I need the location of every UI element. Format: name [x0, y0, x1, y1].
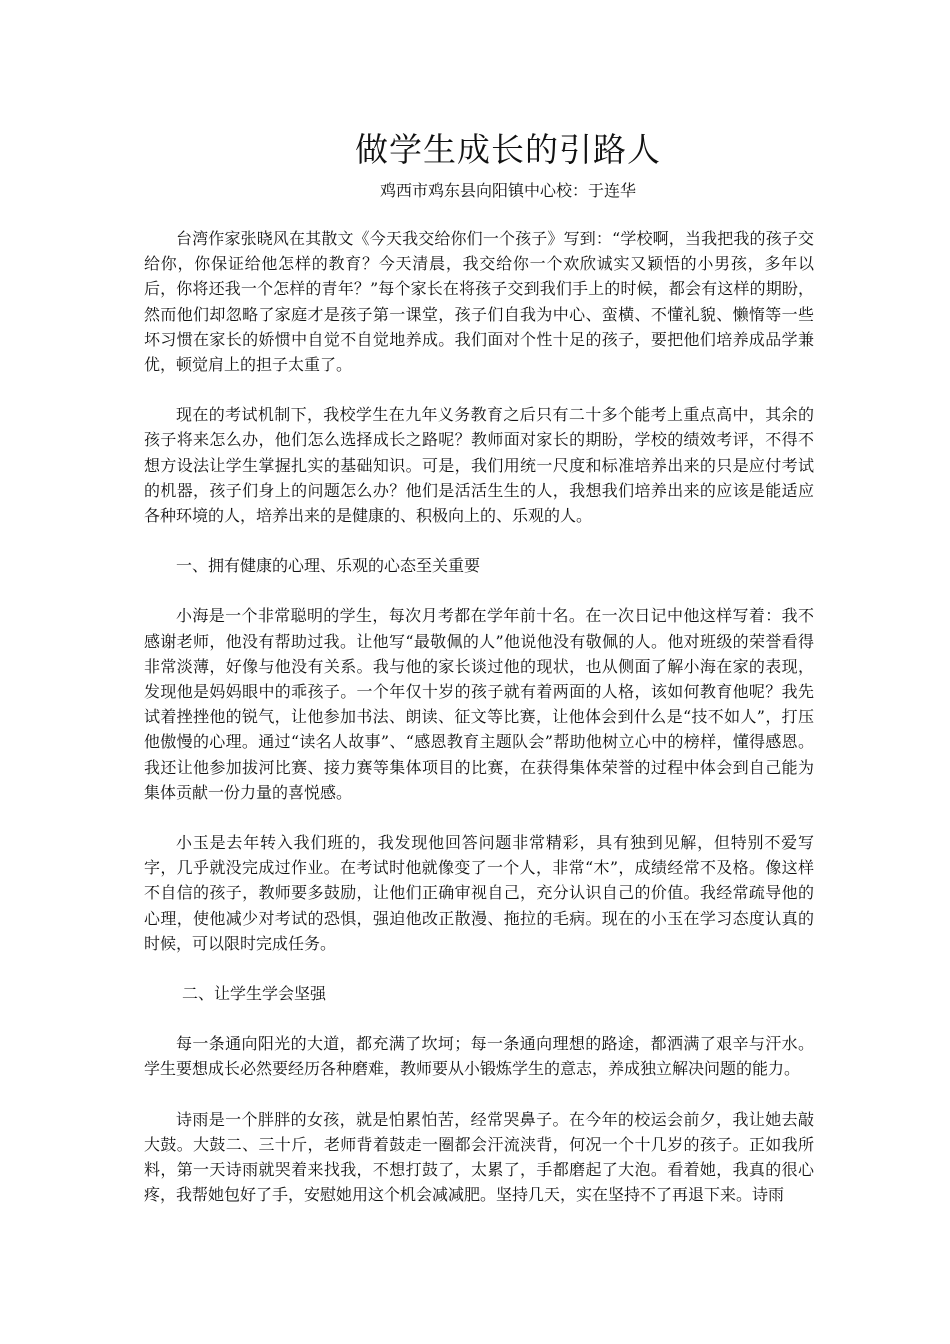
paragraph-exam-system: 现在的考试机制下，我校学生在九年义务教育之后只有二十多个能考上重点高中，其余的孩子将来怎么办，他们怎么选择成长之路呢？教师面对家长的期盼，学校的绩效考评，不得不想方设法让学生掌握扎实的基础知识。可是，我们用统一尺度和标准培养出来的只是应付考试的机器，孩子们身上的问题怎么办？他们是活活生生的人，我想我们培养出来的应该是能适应各种环境的人，培养出来的是健康的、积极向上的、乐观的人。	[144, 405, 814, 526]
paragraph-resilience: 每一条通向阳光的大道，都充满了坎坷；每一条通向理想的路途，都洒满了艰辛与汗水。学生要想成长必然要经历各种磨难，教师要从小锻炼学生的意志，养成独立解决问题的能力。	[144, 1034, 814, 1079]
section-heading-1: 一、拥有健康的心理、乐观的心态至关重要	[176, 556, 481, 576]
paragraph-shiyu: 诗雨是一个胖胖的女孩，就是怕累怕苦，经常哭鼻子。在今年的校运会前夕，我让她去敲大鼓。大鼓二、三十斤，老师背着鼓走一圈都会汗流浃背，何况一个十几岁的孩子。正如我所料，第一天诗雨就哭着来找我，不想打鼓了，太累了，手都磨起了大泡。看着她，我真的很心疼，我帮她包好了手，安慰她用这个机会减减肥。坚持几天，实在坚持不了再退下来。诗雨	[144, 1109, 814, 1205]
paragraph-xiaoyu: 小玉是去年转入我们班的，我发现他回答问题非常精彩，具有独到见解，但特别不爱写字，几乎就没完成过作业。在考试时他就像变了一个人，非常“木”，成绩经常不及格。像这样不自信的孩子，教师要多鼓励，让他们正确审视自己，充分认识自己的价值。我经常疏导他的心理，使他减少对考试的恐惧，强迫他改正散漫、拖拉的毛病。现在的小玉在学习态度认真的时候，可以限时完成任务。	[144, 833, 814, 953]
document-body	[144, 226, 814, 1208]
section-heading-2: 二、让学生学会坚强	[182, 984, 327, 1004]
document-author-line: 鸡西市鸡东县向阳镇中心校：于连华	[379, 181, 636, 200]
document-title: 做学生成长的引路人	[355, 130, 661, 169]
paragraph-intro: 台湾作家张晓风在其散文《今天我交给你们一个孩子》写到：“学校啊，当我把我的孩子交给你，你保证给他怎样的教育？今天清晨，我交给你一个欢欣诚实又颖悟的小男孩，多年以后，你将还我一个怎样的青年？”每个家长在将孩子交到我们手上的时候，都会有这样的期盼，然而他们却忽略了家庭才是孩子第一课堂，孩子们自我为中心、蛮横、不懂礼貌、懒惰等一些坏习惯在家长的娇惯中自觉不自觉地养成。我们面对个性十足的孩子，要把他们培养成品学兼优，顿觉肩上的担子太重了。	[144, 229, 814, 375]
paragraph-xiaohai: 小海是一个非常聪明的学生，每次月考都在学年前十名。在一次日记中他这样写着：我不感谢老师，他没有帮助过我。让他写“最敬佩的人”他说他没有敬佩的人。他对班级的荣誉看得非常淡薄，好像与他没有关系。我与他的家长谈过他的现状，也从侧面了解小海在家的表现，发现他是妈妈眼中的乖孩子。一个年仅十岁的孩子就有着两面的人格，该如何教育他呢？我先试着挫挫他的锐气，让他参加书法、朗读、征文等比赛，让他体会到什么是“技不如人”，打压他傲慢的心理。通过“读名人故事”、“感恩教育主题队会”帮助他树立心中的榜样，懂得感恩。我还让他参加拔河比赛、接力赛等集体项目的比赛，在获得集体荣誉的过程中体会到自己能为集体贡献一份力量的喜悦感。	[144, 606, 814, 802]
